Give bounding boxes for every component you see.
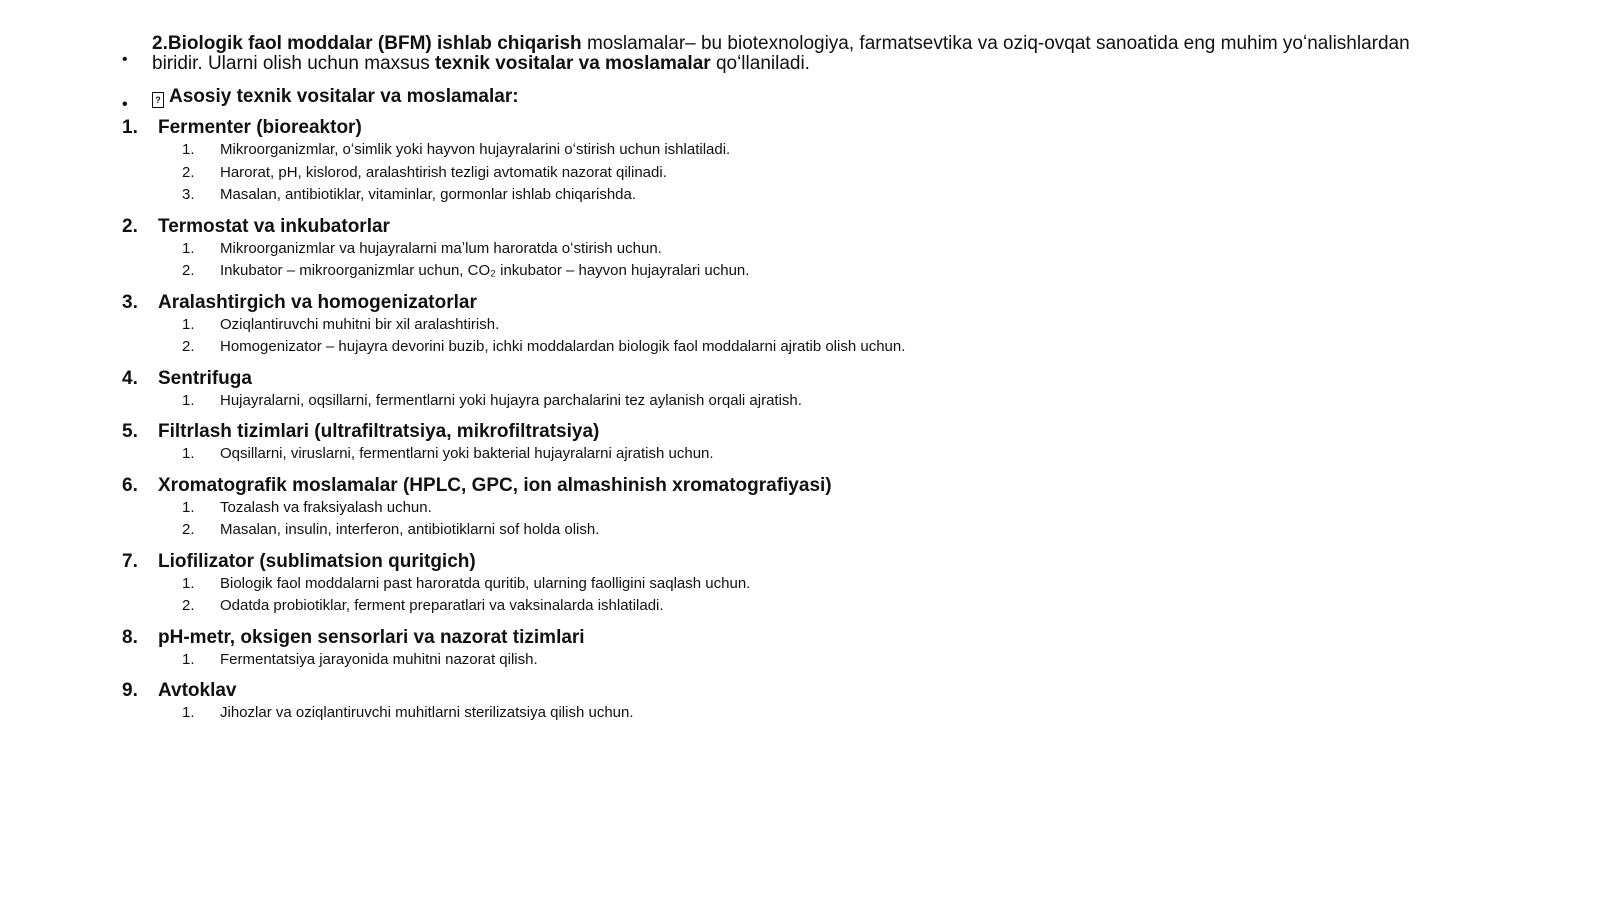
section-title (122, 626, 1422, 649)
list-item-number: 2. (182, 338, 195, 355)
list-section (122, 679, 1422, 725)
list-item-number: 1. (182, 445, 195, 462)
section-title (122, 215, 1422, 238)
section-heading (122, 86, 519, 113)
intro-paragraph (122, 33, 1452, 74)
intro-bold-middle: texnik vositalar va moslamalar (435, 53, 711, 74)
list-section (122, 550, 1422, 618)
list-item (122, 336, 1422, 359)
list-item-text: Masalan, insulin, interferon, antibiotiklarni sof holda olish. (220, 521, 600, 538)
list-item-number: 2. (182, 521, 195, 538)
section-title-text: Aralashtirgich va homogenizatorlar (158, 291, 477, 313)
list-item-number: 1. (182, 141, 195, 158)
missing-glyph-icon: ? (152, 92, 164, 108)
section-title-text: Termostat va inkubatorlar (158, 215, 390, 237)
list-item-number: 1. (182, 650, 195, 668)
section-number: 8. (122, 626, 138, 648)
section-title-text: Liofilizator (sublimatsion quritgich) (158, 550, 476, 572)
intro-text-end: qoʻllaniladi. (710, 53, 810, 74)
section-title-text: pH-metr, oksigen sensorlari va nazorat tizimlari (158, 626, 585, 648)
section-title-text: Sentrifuga (158, 367, 252, 389)
list-item-text: Mikroorganizmlar, oʻsimlik yoki hayvon hujayralarini oʻstirish uchun ishlatiladi. (220, 141, 731, 158)
list-section (122, 474, 1422, 542)
list-section (122, 367, 1422, 413)
section-title-text: Filtrlash tizimlari (ultrafiltratsiya, mikrofiltratsiya) (158, 421, 600, 442)
section-title (122, 420, 1422, 443)
list-item-text: Inkubator – mikroorganizmlar uchun, CO₂ inkubator – hayvon hujayralari uchun. (220, 262, 750, 279)
section-title-text: Fermenter (bioreaktor) (158, 117, 362, 138)
section-number: 9. (122, 680, 138, 701)
section-title (122, 116, 1422, 139)
list-item (122, 595, 1422, 618)
list-item (122, 702, 1422, 725)
list-item-number: 2. (182, 262, 195, 279)
list-item (122, 519, 1422, 542)
section-number: 7. (122, 550, 138, 572)
list-section (122, 420, 1422, 466)
intro-text-middle: moslamalar– bu biotexnologiya, farmatsevtika va oziq-ovqat sanoatida eng muhim yoʻnalishlardan biridir. Ularni olish uchun maxsus (152, 33, 1410, 74)
list-item-number: 1. (182, 239, 195, 257)
section-number: 1. (122, 117, 138, 138)
section-title (122, 367, 1422, 390)
list-item (122, 139, 1422, 162)
list-item-number: 2. (182, 597, 195, 614)
section-title-text: Avtoklav (158, 680, 237, 701)
list-item (122, 238, 1422, 261)
section-number: 4. (122, 367, 138, 389)
list-item (122, 497, 1422, 520)
bullet-icon: • (122, 96, 128, 113)
list-item-number: 3. (182, 186, 195, 203)
list-item-number: 1. (182, 704, 195, 721)
list-item-number: 1. (182, 498, 195, 516)
list-item-text: Biologik faol moddalarni past haroratda quritib, ularning faolligini saqlash uchun. (220, 574, 751, 592)
list-item-number: 1. (182, 574, 195, 592)
section-title (122, 291, 1422, 314)
list-item-number: 1. (182, 391, 195, 409)
list-item-text: Oqsillarni, viruslarni, fermentlarni yoki bakterial hujayralarni ajratish uchun. (220, 445, 714, 462)
list-section (122, 626, 1422, 672)
intro-bold-start: 2.Biologik faol moddalar (BFM) ishlab chiqarish (152, 33, 582, 54)
list-item-text: Masalan, antibiotiklar, vitaminlar, gormonlar ishlab chiqarishda. (220, 186, 637, 203)
list-item (122, 649, 1422, 672)
list-item-text: Tozalash va fraksiyalash uchun. (220, 498, 432, 516)
list-item (122, 573, 1422, 596)
section-number: 3. (122, 291, 138, 313)
list-item-text: Hujayralarni, oqsillarni, fermentlarni yoki hujayra parchalarini tez aylanish orqali ajratish. (220, 391, 802, 409)
list-section (122, 116, 1422, 207)
section-number: 6. (122, 474, 138, 496)
list-item (122, 184, 1422, 207)
list-item-text: Fermentatsiya jarayonida muhitni nazorat qilish. (220, 650, 538, 668)
list-item-text: Harorat, pH, kislorod, aralashtirish tezligi avtomatik nazorat qilinadi. (220, 163, 667, 181)
list-item-text: Oziqlantiruvchi muhitni bir xil aralashtirish. (220, 315, 500, 333)
list-item-text: Odatda probiotiklar, ferment preparatlari va vaksinalarda ishlatiladi. (220, 597, 664, 614)
list-item (122, 260, 1422, 283)
list-item (122, 390, 1422, 413)
section-number: 5. (122, 421, 138, 442)
section-title (122, 679, 1422, 702)
section-number: 2. (122, 215, 138, 237)
list-item (122, 162, 1422, 185)
list-item-number: 1. (182, 315, 195, 333)
section-title (122, 550, 1422, 573)
list-item-text: Homogenizator – hujayra devorini buzib, ichki moddalardan biologik faol moddalarni ajratib olish uchun. (220, 338, 906, 355)
list-section (122, 215, 1422, 283)
list-item-text: Jihozlar va oziqlantiruvchi muhitlarni sterilizatsiya qilish uchun. (220, 704, 634, 721)
section-title-text: Xromatografik moslamalar (HPLC, GPC, ion almashinish xromatografiyasi) (158, 474, 832, 496)
list-item-text: Mikroorganizmlar va hujayralarni maʼlum haroratda oʻstirish uchun. (220, 239, 662, 257)
section-heading-text: Asosiy texnik vositalar va moslamalar: (169, 86, 519, 107)
list-item-number: 2. (182, 163, 195, 181)
equipment-list (122, 116, 1422, 733)
bullet-icon: • (122, 51, 128, 68)
section-title (122, 474, 1422, 497)
list-section (122, 291, 1422, 359)
list-item (122, 443, 1422, 466)
list-item (122, 314, 1422, 337)
